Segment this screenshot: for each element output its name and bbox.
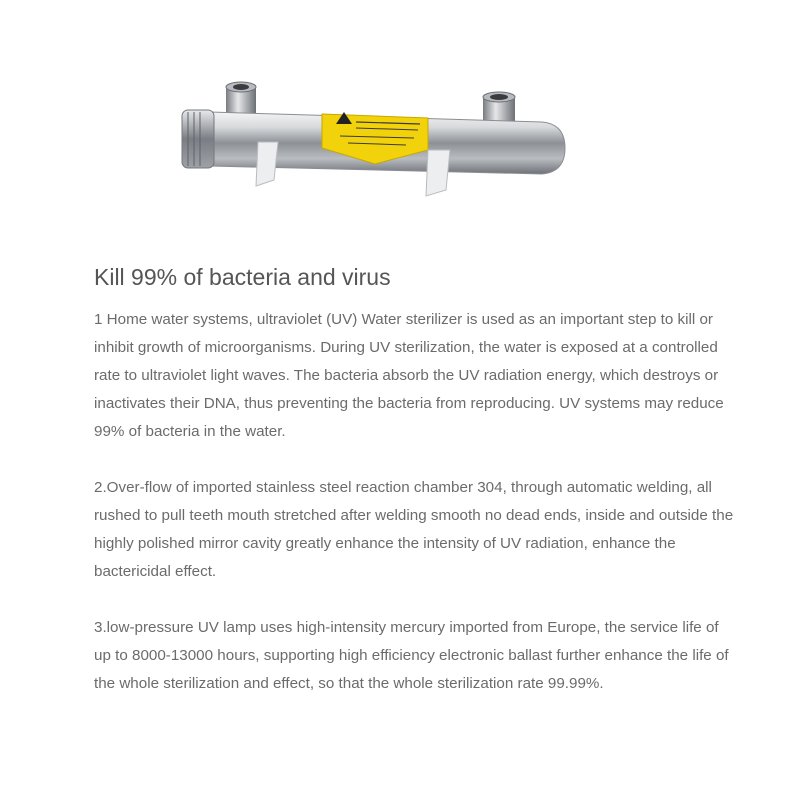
section-heading: Kill 99% of bacteria and virus [94, 264, 391, 290]
paragraph-2: 2.Over-flow of imported stainless steel reaction chamber 304, through automatic welding, all rushed to pull teeth mouth stretched after welding smooth no dead ends, inside and outside the highly polished mirror cavity greatly enhance the intensity of UV radiation, enhance the bactericidal effect. [94, 479, 734, 580]
mounting-clamp-right [426, 150, 450, 196]
paragraph-3: 3.low-pressure UV lamp uses high-intensity mercury imported from Europe, the service life of up to 8000-13000 hours, supporting high efficiency electronic ballast further enhance the life of the whole sterilization and effect, so that the whole sterilization rate 99.99%. [94, 619, 729, 692]
end-cap [182, 110, 214, 168]
uv-sterilizer-icon [170, 70, 580, 200]
uv-sterilizer-product-image [170, 70, 580, 200]
mounting-clamp-left [256, 142, 278, 186]
paragraph-1: 1 Home water systems, ultraviolet (UV) Water sterilizer is used as an important step to kill or inhibit growth of microorganisms. During UV sterilization, the water is exposed at a controlled rate to ultraviolet light waves. The bacteria absorb the UV radiation energy, which destroys or inactivates their DNA, thus preventing the bacteria from reproducing. UV systems may reduce 99% of bacteria in the water. [94, 311, 724, 440]
description-text [94, 306, 734, 726]
